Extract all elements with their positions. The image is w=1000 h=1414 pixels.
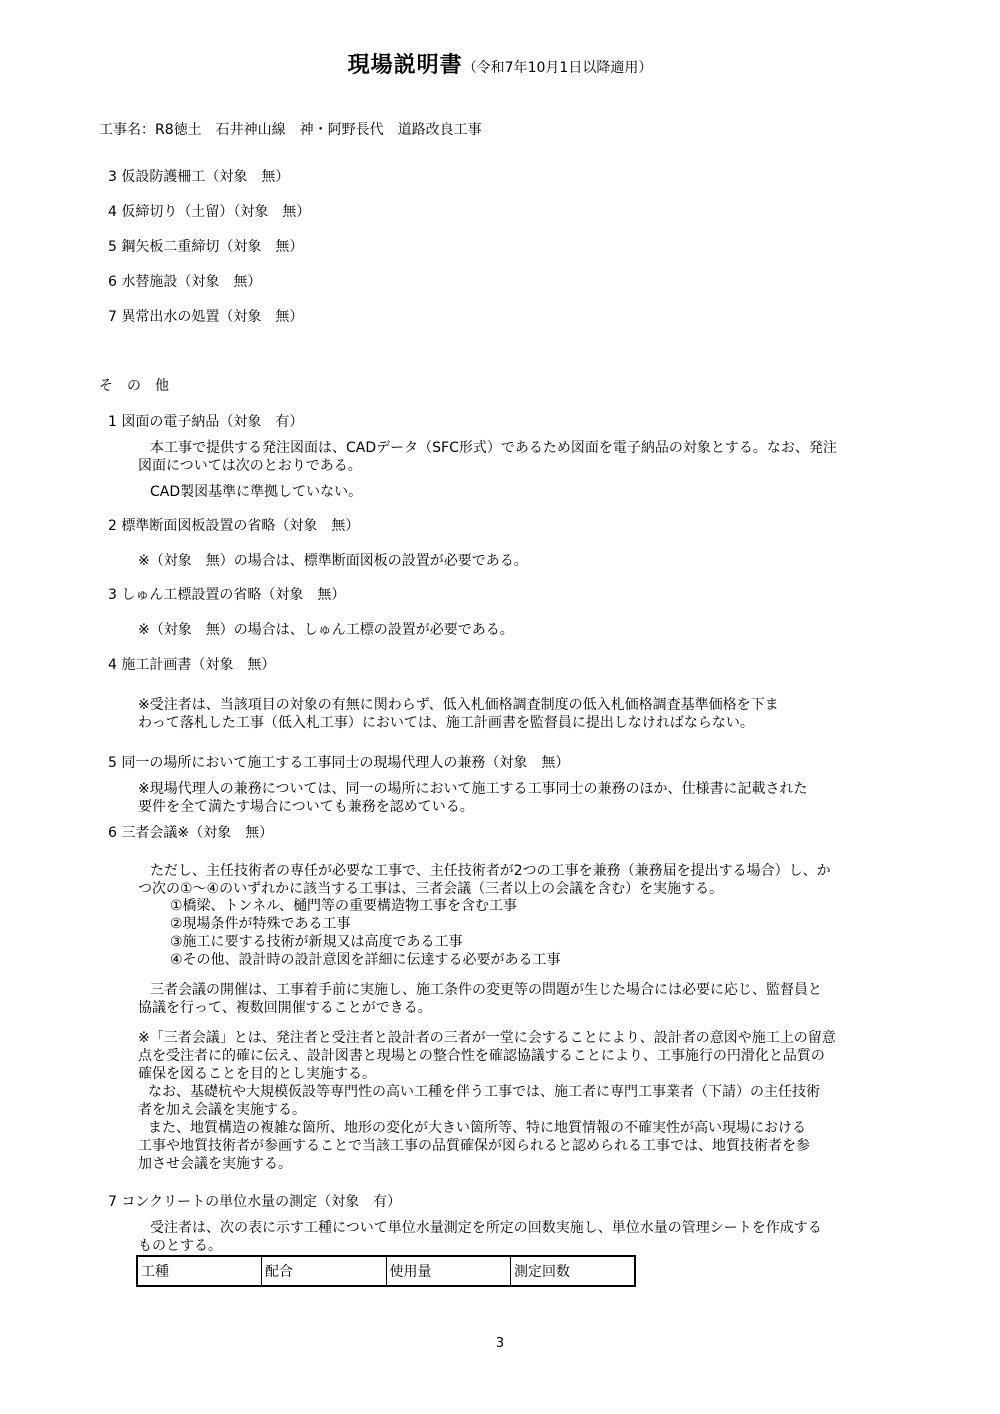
other-item4-note: ※受注者は、当該項目の対象の有無に関わらず、低入札価格調査制度の低入札価格調査基準価格を下ま: [138, 697, 779, 713]
other-item1-text: 本工事で提供する発注図面は、CADデータ（SFC形式）であるため図面を電子納品の対象とする。なお、発注: [150, 440, 837, 456]
other-item6-note: なお、基礎杭や大規模仮設等専門性の高い工種を伴う工事では、施工者に専門工事業者（下請）の主任技術: [148, 1084, 820, 1100]
other-item4-note: わって落札した工事（低入札工事）においては、施工計画書を監督員に提出しなければならない。: [138, 715, 754, 731]
other-item6-note: 者を加え会議を実施する。: [138, 1102, 306, 1118]
other-item6-text: 三者会議の開催は、工事着手前に実施し、施工条件の変更等の問題が生じた場合には必要に応じ、監督員と: [150, 982, 822, 998]
other-item5-note: 要件を全て満たす場合についても兼務を認めている。: [138, 799, 474, 815]
other-item6-note: ※「三者会議」とは、発注者と受注者と設計者の三者が一堂に会することにより、設計者の意図や施工上の留意: [138, 1030, 836, 1046]
table-header-cell: 配合: [262, 1256, 387, 1286]
project-name: 工事名：R8徳土 石井神山線 神・阿野長代 道路改良工事: [99, 122, 482, 138]
other-item6-list-item: ①橋梁、トンネル、樋門等の重要構造物工事を含む工事: [170, 898, 518, 914]
item-temporary-fence: 3 仮設防護柵工（対象 無）: [108, 169, 290, 185]
item-dewatering: 6 水替施設（対象 無）: [108, 274, 262, 290]
table-header-cell: 工種: [137, 1256, 262, 1286]
other-item6-note: 点を受注者に的確に伝え、設計図書と現場との整合性を確認協議することにより、工事施行の円滑化と品質の: [138, 1048, 825, 1064]
other-item7-heading: 7 コンクリートの単位水量の測定（対象 有）: [108, 1194, 402, 1210]
other-item6-text: ただし、主任技術者の専任が必要な工事で、主任技術者が2つの工事を兼務（兼務届を提出する場合）し、か: [150, 863, 831, 879]
other-item3-note: ※（対象 無）の場合は、しゅん工標の設置が必要である。: [138, 622, 514, 638]
other-item7-text: 受注者は、次の表に示す工種について単位水量測定を所定の回数実施し、単位水量の管理シートを作成する: [150, 1220, 822, 1236]
other-item6-note: また、地質構造の複雑な箇所、地形の変化が大きい箇所等、特に地質情報の不確実性が高い現場における: [148, 1120, 806, 1136]
table-header-cell: 使用量: [386, 1256, 511, 1286]
other-item2-heading: 2 標準断面図板設置の省略（対象 無）: [108, 518, 360, 534]
table-header-cell: 測定回数: [511, 1256, 636, 1286]
water-measurement-table: [136, 1255, 636, 1287]
page-subtitle: （令和7年10月1日以降適用）: [462, 60, 653, 76]
other-item1-text: 図面については次のとおりである。: [138, 458, 362, 474]
section-heading-other: そ の 他: [99, 378, 169, 394]
other-item6-list-item: ④その他、設計時の設計意図を詳細に伝達する必要がある工事: [170, 952, 561, 968]
other-item6-heading: 6 三者会議※（対象 無）: [108, 825, 274, 841]
other-item5-note: ※現場代理人の兼務については、同一の場所において施工する工事同士の兼務のほか、仕様書に記載された: [138, 781, 808, 797]
item-abnormal-water: 7 異常出水の処置（対象 無）: [108, 309, 304, 325]
other-item5-heading: 5 同一の場所において施工する工事同士の現場代理人の兼務（対象 無）: [108, 755, 570, 771]
other-item6-text: つ次の①～④のいずれかに該当する工事は、三者会議（三者以上の会議を含む）を実施する。: [138, 881, 724, 897]
other-item2-note: ※（対象 無）の場合は、標準断面図板の設置が必要である。: [138, 553, 528, 569]
other-item6-list-item: ③施工に要する技術が新規又は高度である工事: [170, 934, 463, 950]
item-cofferdam: 4 仮締切り（土留）（対象 無）: [108, 204, 311, 220]
page-number: 3: [495, 1336, 505, 1351]
item-double-sheet-pile: 5 鋼矢板二重締切（対象 無）: [108, 239, 304, 255]
page-title-block: [0, 48, 1000, 79]
other-item6-note: 工事や地質技術者が参画することで当該工事の品質確保が図られると認められる工事では、地質技術者を参: [138, 1138, 810, 1154]
other-item1-text: CAD製図基準に準拠していない。: [150, 484, 363, 500]
page-title: 現場説明書: [347, 53, 463, 78]
other-item4-heading: 4 施工計画書（対象 無）: [108, 657, 276, 673]
other-item6-note: 確保を図ることを目的とし実施する。: [138, 1066, 376, 1082]
table-header-row: [137, 1256, 635, 1286]
other-item6-note: 加させ会議を実施する。: [138, 1156, 292, 1172]
other-item1-heading: 1 図面の電子納品（対象 有）: [108, 414, 304, 430]
other-item3-heading: 3 しゅん工標設置の省略（対象 無）: [108, 587, 346, 603]
other-item7-text: ものとする。: [138, 1238, 222, 1254]
other-item6-list-item: ②現場条件が特殊である工事: [170, 916, 351, 932]
other-item6-text: 協議を行って、複数回開催することができる。: [138, 1000, 432, 1016]
